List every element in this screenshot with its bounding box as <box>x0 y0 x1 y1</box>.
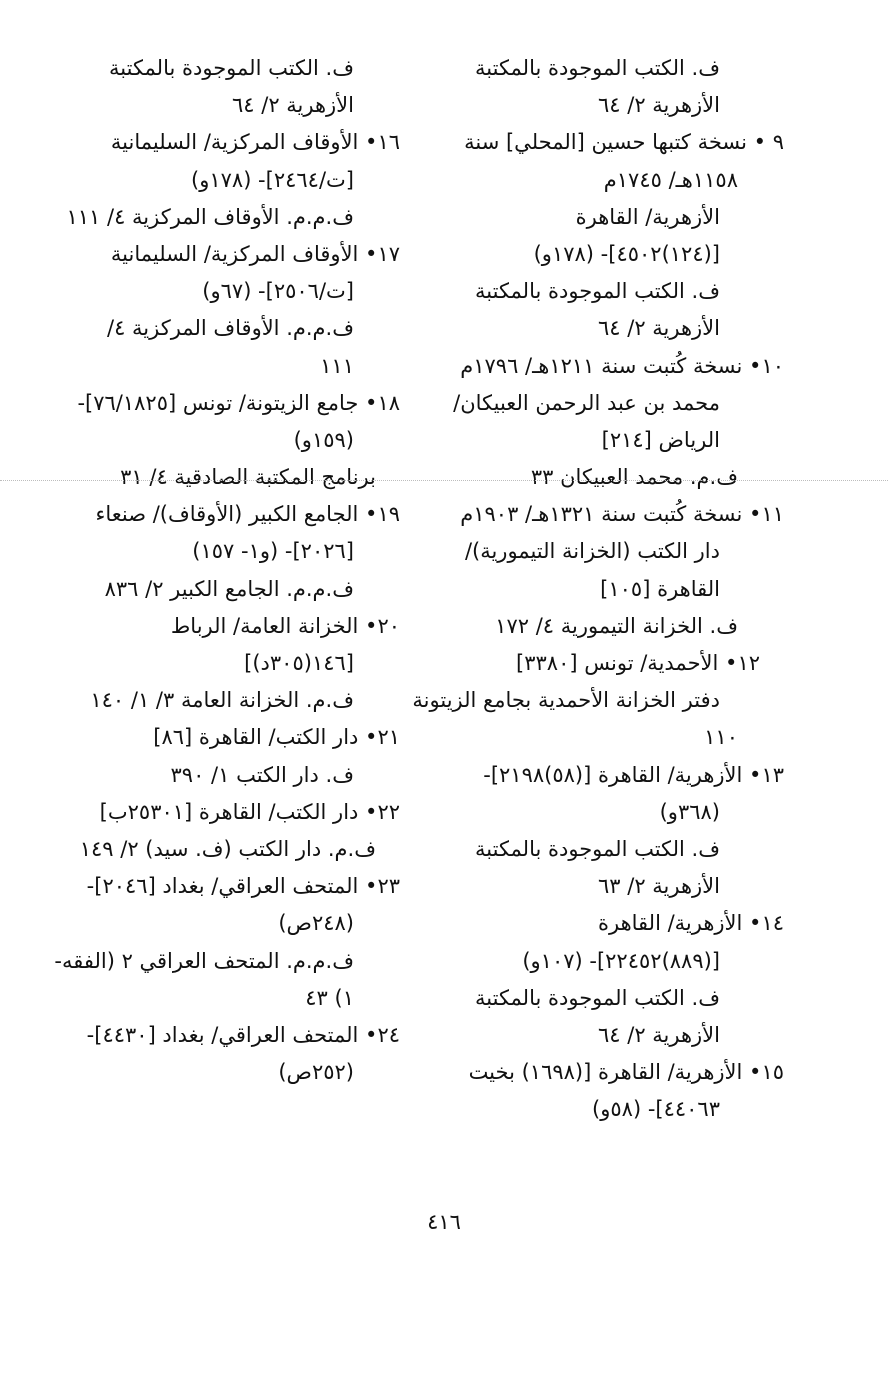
text-line: محمد بن عبد الرحمن العبيكان/ <box>453 390 720 415</box>
text-line: دفتر الخزانة الأحمدية بجامع الزيتونة <box>412 688 720 713</box>
left-column <box>56 50 400 1091</box>
text-line: ف. دار الكتب ١/ ٣٩٠ <box>170 762 354 787</box>
text-line: ١٩• الجامع الكبير (الأوقاف)/ صنعاء <box>95 502 400 527</box>
text-line: ٤٤٠٦٣]- (٥٨و) <box>592 1097 720 1122</box>
text-line: (٣٦٨و) <box>659 799 720 824</box>
text-line: ف. الخزانة التيمورية ٤/ ١٧٢ <box>495 613 738 638</box>
text-line: ف.م. محمد العبيكان ٣٣ <box>530 465 738 490</box>
text-line: ف.م.م. المتحف العراقي ٢ (الفقه- <box>54 948 354 973</box>
text-line: ف. الكتب الموجودة بالمكتبة <box>475 279 720 304</box>
text-line: ٩ • نسخة كتبها حسين [المحلي] سنة <box>464 130 784 155</box>
text-line: دار الكتب (الخزانة التيمورية)/ <box>464 539 720 564</box>
scan-divider-line <box>0 480 888 481</box>
text-line: ف.م. دار الكتب (ف. سيد) ٢/ ١٤٩ <box>79 836 376 861</box>
text-line: الرياض [٢١٤] <box>601 427 720 452</box>
text-line: ١١١ <box>320 353 354 378</box>
text-line: [ت/٢٥٠٦]- (٦٧و) <box>202 279 354 304</box>
text-line: ف.م.م. الأوقاف المركزية ٤/ ١١١ <box>66 204 354 229</box>
text-line: الأزهرية/ القاهرة <box>575 204 720 229</box>
text-line: ١٧• الأوقاف المركزية/ السليمانية <box>110 241 400 266</box>
text-line: الأزهرية ٢/ ٦٤ <box>597 93 720 118</box>
text-line: [٢٠٢٦]- (و١- ١٥٧) <box>192 539 354 564</box>
text-line: ١٢• الأحمدية/ تونس [٣٣٨٠] <box>516 651 760 675</box>
text-line: برنامج المكتبة الصادقية ٤/ ٣١ <box>120 465 376 490</box>
text-line: (٢٤٨ص) <box>278 911 354 936</box>
text-line: ١١٠ <box>704 725 738 750</box>
text-line: ف.م. الخزانة العامة ٣/ ١/ ١٤٠ <box>90 688 354 713</box>
text-line: [١٤٦(٣٠٥د)] <box>244 651 354 675</box>
text-line: ف. الكتب الموجودة بالمكتبة <box>475 985 720 1010</box>
text-line: (٢٥٢ص) <box>278 1060 354 1085</box>
text-line: ١١• نسخة كُتبت سنة ١٣٢١هـ/ ١٩٠٣م <box>460 502 784 527</box>
text-line: ١٠• نسخة كُتبت سنة ١٢١١هـ/ ١٧٩٦م <box>460 353 784 378</box>
text-line: ١١٥٨هـ/ ١٧٤٥م <box>603 167 738 192</box>
text-line: ١٦• الأوقاف المركزية/ السليمانية <box>110 130 400 155</box>
text-line: ٢٠• الخزانة العامة/ الرباط <box>170 613 400 638</box>
text-line: [ت/٢٤٦٤]- (١٧٨و) <box>191 167 354 192</box>
text-line: ١٥• الأزهرية/ القاهرة [(١٦٩٨) بخيت <box>468 1060 784 1085</box>
text-line: ٢٣• المتحف العراقي/ بغداد [٢٠٤٦]- <box>86 874 400 899</box>
text-line: [(١٢٤)٤٥٠٢]- (١٧٨و) <box>533 241 720 266</box>
text-line: القاهرة [١٠٥] <box>600 576 720 601</box>
text-line: الأزهرية ٢/ ٦٤ <box>597 1022 720 1047</box>
text-line: ف. الكتب الموجودة بالمكتبة <box>109 56 354 80</box>
text-line: [(٨٨٩)٢٢٤٥٢]- (١٠٧و) <box>522 948 720 973</box>
text-line: الأزهرية ٢/ ٦٤ <box>597 316 720 341</box>
text-line: ١٣• الأزهرية/ القاهرة [(٥٨)٢١٩٨]- <box>483 762 784 787</box>
text-line: ف. الكتب الموجودة بالمكتبة <box>475 56 720 80</box>
text-line: ف. الكتب الموجودة بالمكتبة <box>475 836 720 861</box>
text-line: ٢١• دار الكتب/ القاهرة [٨٦] <box>153 725 400 750</box>
text-line: ١٤• الأزهرية/ القاهرة <box>597 911 784 936</box>
text-line: الأزهرية ٢/ ٦٤ <box>231 93 354 118</box>
text-line: ١) ٤٣ <box>305 985 354 1010</box>
text-line: ٢٤• المتحف العراقي/ بغداد [٤٤٣٠]- <box>86 1022 400 1047</box>
right-column <box>412 50 784 1128</box>
text-line: ف.م.م. الأوقاف المركزية ٤/ <box>107 316 354 341</box>
text-line: ١٨• جامع الزيتونة/ تونس [٧٦/١٨٢٥]- <box>77 390 400 415</box>
text-line: ٢٢• دار الكتب/ القاهرة [٢٥٣٠١ب] <box>99 799 400 824</box>
text-line: (١٥٩و) <box>293 427 354 452</box>
text-line: ف.م.م. الجامع الكبير ٢/ ٨٣٦ <box>104 576 354 601</box>
text-line: الأزهرية ٢/ ٦٣ <box>597 874 720 899</box>
page-number: ٤١٦ <box>427 1210 461 1234</box>
